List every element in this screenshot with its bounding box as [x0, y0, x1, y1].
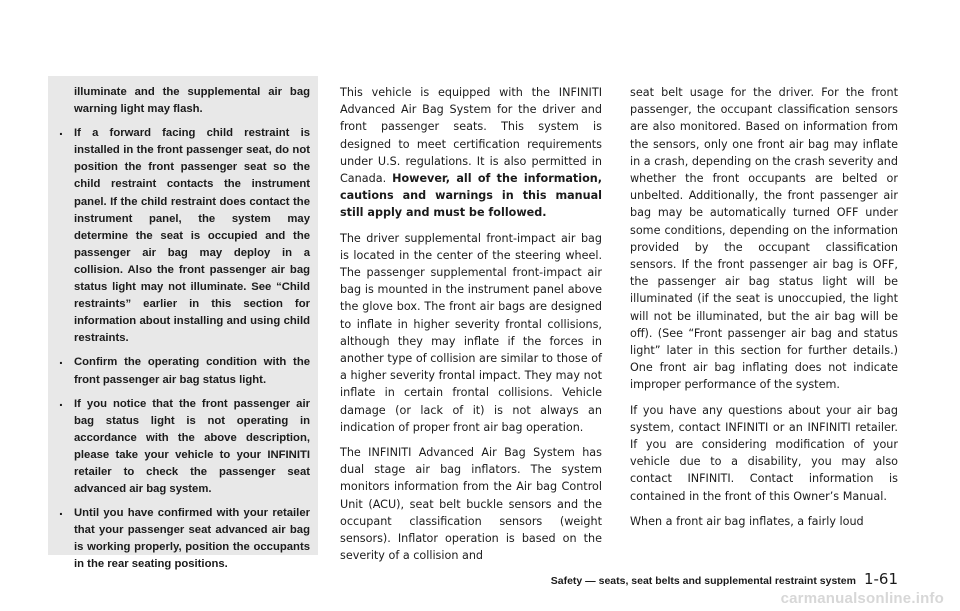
body-paragraph	[340, 84, 602, 222]
page-number: 1-61	[863, 570, 898, 588]
watermark: carmanualsonline.info	[780, 590, 944, 607]
right-column	[630, 84, 898, 538]
body-paragraph: If you have any questions about your air bag system, contact INFINITI or an INFINITI retailer. If you are considering modification of your vehicle due to a disability, you may also contact INFINITI. Contact information is contained in the front of this Owner’s Manual.	[630, 403, 898, 503]
body-paragraph: The driver supplemental front-impact air bag is located in the center of the steering wheel. The passenger supplemental front-impact air bag is mounted in the instrument panel above the glove box. The front air bags are designed to inflate in higher severity frontal collisions, although they may inflate if the forces in another type of collision are similar to those of a higher severity frontal impact. They may not inflate in certain frontal collisions. Vehicle damage (or lack of it) is not always an indication of proper front air bag operation.	[340, 231, 602, 434]
warning-continuation: illuminate and the supplemental air bag warning light may flash.	[74, 86, 310, 116]
warning-column	[58, 84, 310, 581]
paragraph-text: This vehicle is equipped with the INFINITI Advanced Air Bag System for the driver and front passenger seats. This system is designed to meet certification requirements under U.S. regulations. It is also permitted in Canada.	[340, 86, 602, 186]
middle-column	[340, 84, 602, 572]
footer-section-title: Safety — seats, seat belts and supplemental restraint system	[550, 575, 856, 587]
body-paragraph: When a front air bag inflates, a fairly loud	[630, 514, 864, 528]
bold-notice: However, all of the information, cautions and warnings in this manual still apply and must be followed.	[340, 172, 603, 220]
warning-bullet: . Until you have confirmed with your retailer that your passenger seat advanced air bag is working properly, position the occupants in the rear seating positions.	[58, 505, 310, 573]
body-paragraph: The INFINITI Advanced Air Bag System has dual stage air bag inflators. The system monitors information from the Air bag Control Unit (ACU), seat belt buckle sensors and the occupant classification sensors (weight sensors). Inflator operation is based on the severity of a collision and	[340, 446, 602, 563]
warning-bullet: . If a forward facing child restraint is installed in the front passenger seat, do not position the front passenger seat so the child restraint contacts the instrument panel. If the child restraint does contact the instrument panel, the system may determine the seat is occupied and the passenger air bag may deploy in a collision. Also the front passenger air bag status light may not illuminate. See “Child restraints” earlier in this section for information about installing and using child restraints.	[58, 125, 310, 347]
body-paragraph: seat belt usage for the driver. For the front passenger, the occupant classification sensors are also monitored. Based on information from the sensors, only one front air bag may inflate in a crash, depending on the crash severity and whether the front occupants are belted or unbelted. Additionally, the front passenger air bag may be automatically turned OFF under some conditions, depending on the information provided by the occupant classification sensors. If the front passenger air bag is OFF, the passenger air bag status light will be illuminated (if the seat is unoccupied, the light will not be illuminated, but the air bag will be off). (See “Front passenger air bag and status light” later in this section for further details.) One front air bag inflating does not indicate improper performance of the system.	[630, 86, 898, 392]
warning-bullet: . Confirm the operating condition with the front passenger air bag status light.	[58, 354, 310, 388]
page-footer	[510, 570, 898, 589]
warning-bullet: . If you notice that the front passenger air bag status light is not operating in accordance with the above description, please take your vehicle to your INFINITI retailer to check the passenger seat advanced air bag system.	[58, 396, 310, 499]
